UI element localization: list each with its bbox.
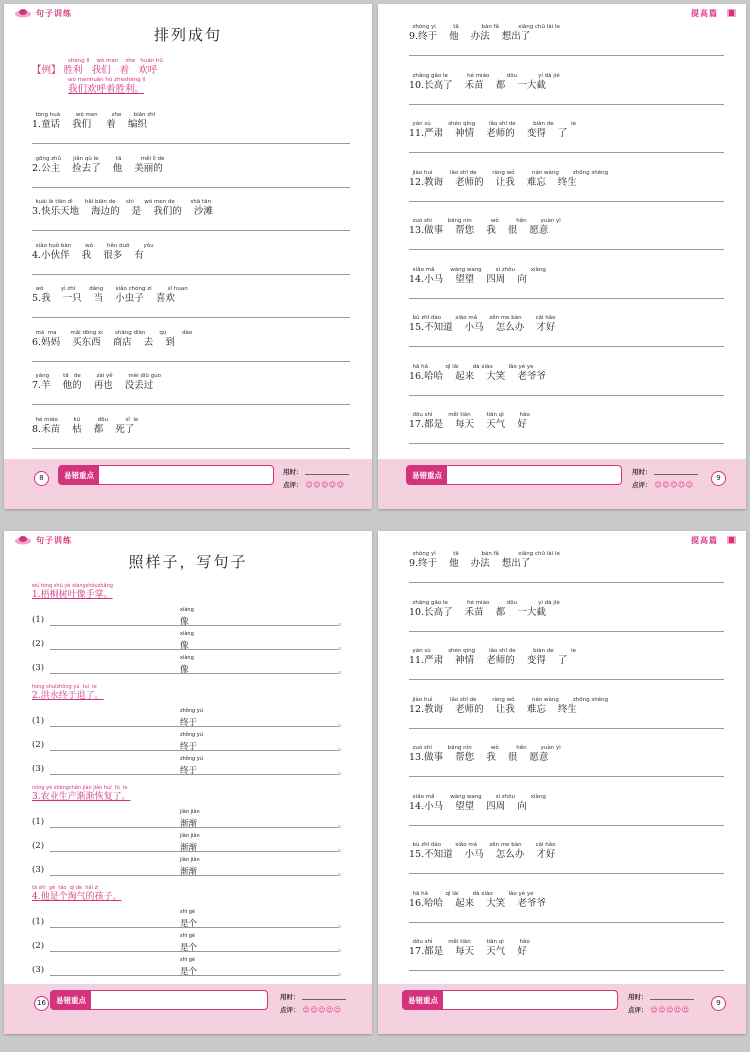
item-pinyin: bù zhī dào xiǎo mǎ zěn me bàn cái hǎo (409, 315, 556, 321)
answer-line-after[interactable] (204, 625, 338, 626)
item-words: 10.长高了 禾苗 都 一大截 (409, 79, 546, 91)
answer-line[interactable] (409, 201, 724, 202)
answer-line[interactable] (32, 317, 350, 318)
blank-number: (2) (32, 941, 45, 951)
item-pinyin: yán sù shén qíng lǎo shī de biàn de le (409, 648, 577, 654)
worksheet-page-9-repeat (378, 531, 746, 1034)
item-words: 14.小马 望望 四周 向 (409, 273, 527, 285)
sentence-item (32, 330, 350, 366)
item-words: 17.都是 每天 天气 好 (409, 946, 527, 957)
item-pinyin: zhǒng yì tā bàn fǎ xiǎng chū lái le (409, 551, 560, 557)
blank-sentence-row (32, 756, 344, 778)
page-title: 照样子，写句子 (128, 553, 248, 571)
answer-line[interactable] (409, 152, 724, 153)
key-points-label: 易错重点 (403, 991, 443, 1009)
page-number: 9 (711, 471, 726, 486)
page-footer (4, 459, 372, 509)
item-words: 6.妈妈 买东西 商店 去 到 (32, 336, 175, 348)
blank-number: (3) (32, 663, 45, 673)
blank-sentence-row (32, 909, 344, 931)
item-words: 11.严肃 神情 老师的 变得 了 (409, 128, 568, 139)
item-pinyin: hé miáo kū dōu sǐ le (32, 416, 139, 423)
full-stop: 。 (338, 666, 346, 675)
answer-line[interactable] (409, 631, 724, 632)
item-pinyin: zuò shì bāng nín wǒ hěn yuàn yì (409, 218, 561, 224)
question-text: 4.他是个淘气的孩子。 (32, 892, 122, 902)
answer-line[interactable] (409, 873, 724, 874)
full-stop: 。 (338, 618, 346, 627)
keyword: 像 (180, 617, 189, 627)
time-label: 用时： (628, 993, 648, 1001)
blank-number: (2) (32, 841, 45, 851)
answer-line[interactable] (409, 395, 724, 396)
item-pinyin: xiǎo mǎ wàng wang sì zhōu xiàng (409, 266, 546, 273)
series-label: 句子训练 (36, 8, 72, 18)
keyword-pinyin: shì gè (180, 933, 196, 939)
item-pinyin: yán sù shén qíng lǎo shī de biàn de le (409, 121, 577, 127)
question-title (32, 785, 131, 803)
keyword: 渐渐 (180, 867, 198, 877)
sentence-item (409, 648, 724, 684)
example-answer-pinyin: wǒ menhuān hū zheshèng lì (68, 77, 146, 83)
example-words: 胜利 我们 着 欢呼 (63, 65, 158, 76)
full-stop: 。 (338, 743, 346, 752)
key-points-box[interactable] (406, 465, 622, 485)
answer-line-after[interactable] (204, 774, 338, 775)
book-stack-icon (722, 535, 740, 545)
question-pinyin: hóng shuǐzhōng yú tuì le (32, 684, 97, 690)
answer-line[interactable] (32, 404, 350, 405)
item-words: 15.不知道 小马 怎么办 才好 (409, 849, 556, 860)
item-pinyin: xiǎo mǎ wàng wang sì zhōu xiàng (409, 793, 546, 800)
page-title: 排列成句 (153, 26, 222, 44)
answer-line[interactable] (32, 448, 350, 449)
book-stack-icon (722, 8, 740, 18)
item-words: 7.羊 他的 再也 没丢过 (32, 380, 154, 391)
full-stop: 。 (338, 820, 346, 829)
answer-line[interactable] (32, 143, 350, 144)
answer-line[interactable] (32, 274, 350, 275)
question-pinyin: wú tóng shù yè xiàngshǒuzhǎng (32, 583, 113, 589)
item-words: 11.严肃 神情 老师的 变得 了 (409, 655, 568, 666)
full-stop: 。 (338, 642, 346, 651)
answer-line-after[interactable] (204, 726, 338, 727)
key-points-box[interactable] (50, 990, 268, 1010)
smiley-rating-icons[interactable]: ☺☺☺☺☺ (650, 1005, 690, 1014)
answer-line[interactable] (409, 582, 724, 583)
keyword: 像 (180, 641, 189, 651)
key-points-box[interactable] (402, 990, 618, 1010)
example-block (32, 58, 163, 96)
item-words: 3.快乐天地 海边的 是 我们的 沙滩 (32, 206, 213, 217)
question-pinyin: tā shì gè táo qì de hái zi (32, 885, 99, 891)
sentence-item (409, 600, 724, 636)
key-points-label: 易错重点 (51, 991, 91, 1009)
key-points-label: 易错重点 (59, 466, 99, 484)
item-pinyin: hā hā qǐ lái dà xiào lǎo yé ye (409, 890, 534, 897)
blank-number: (1) (32, 917, 45, 927)
keyword: 终于 (180, 718, 198, 728)
sentence-item (409, 73, 724, 109)
review-label: 点评： (628, 1006, 648, 1014)
keyword-pinyin: xiàng (180, 631, 194, 637)
answer-line-after[interactable] (204, 827, 338, 828)
answer-line[interactable] (409, 825, 724, 826)
item-words: 9.终于 他 办法 想出了 (409, 31, 531, 42)
sentence-item (409, 697, 724, 733)
item-pinyin: xiǎo huǒ bàn wǒ hěn duō yǒu (32, 242, 154, 249)
blank-sentence-row (32, 607, 344, 629)
time-field[interactable] (305, 468, 349, 475)
full-stop: 。 (338, 719, 346, 728)
item-pinyin: gōng zhǔ jiǎn qù le tā měi lì de (32, 155, 165, 162)
answer-line[interactable] (409, 104, 724, 105)
full-stop: 。 (338, 868, 346, 877)
answer-line[interactable] (409, 298, 724, 299)
blank-number: (1) (32, 716, 45, 726)
answer-line-after[interactable] (204, 750, 338, 751)
sentence-item (409, 842, 724, 878)
answer-line[interactable] (32, 230, 350, 231)
time-review-block (632, 465, 698, 491)
item-words: 16.哈哈 起来 大笑 老爷爷 (409, 370, 546, 382)
keyword: 终于 (180, 766, 198, 776)
item-pinyin: kuài lè tiān dì hǎi biān de shì wǒ men de shā tān (32, 199, 212, 205)
worksheet-page-9 (378, 4, 746, 509)
question-title (32, 583, 113, 601)
question-text: 2.洪水终于退了。 (32, 691, 104, 701)
smiley-rating-icons[interactable]: ☺☺☺☺☺ (302, 1005, 342, 1014)
sentence-item (32, 112, 350, 148)
answer-line-after[interactable] (204, 673, 338, 674)
item-words: 15.不知道 小马 怎么办 才好 (409, 322, 556, 333)
answer-line-after[interactable] (204, 951, 338, 952)
book-decoration-icon (14, 8, 32, 18)
time-label: 用时： (280, 993, 300, 1001)
blank-number: (3) (32, 764, 45, 774)
blank-sentence-row (32, 655, 344, 677)
answer-line[interactable] (409, 679, 724, 680)
answer-line[interactable] (409, 55, 724, 56)
sentence-item (409, 794, 724, 830)
answer-line[interactable] (32, 361, 350, 362)
sentence-item (409, 121, 724, 157)
keyword: 渐渐 (180, 843, 198, 853)
sentence-item (32, 373, 350, 409)
item-pinyin: zhǎng gāo le hé miáo dōu yí dà jié (409, 599, 560, 606)
example-words-row (32, 65, 163, 77)
page-number: 8 (34, 471, 49, 486)
blank-sentence-row (32, 708, 344, 730)
time-review-block (283, 465, 349, 491)
blank-number: (1) (32, 817, 45, 827)
sentence-item (32, 156, 350, 192)
keyword-pinyin: xiàng (180, 607, 194, 613)
blank-number: (2) (32, 639, 45, 649)
key-points-box[interactable] (58, 465, 274, 485)
sentence-item (409, 24, 724, 60)
worksheet-page-16 (4, 531, 372, 1034)
answer-line[interactable] (409, 443, 724, 444)
smiley-rating-icons[interactable]: ☺☺☺☺☺ (654, 480, 694, 489)
keyword: 是个 (180, 967, 198, 977)
question-title (32, 684, 104, 702)
page-footer (4, 984, 372, 1034)
book-decoration-icon (14, 535, 32, 545)
item-words: 8.禾苗 枯 都 死了 (32, 423, 135, 435)
sentence-item (409, 745, 724, 781)
item-pinyin: jiào huì lǎo shī de ràng wǒ nán wàng zhōng shēng (409, 696, 609, 703)
keyword-pinyin: zhōng yú (180, 732, 203, 738)
keyword: 渐渐 (180, 819, 198, 829)
full-stop: 。 (338, 968, 346, 977)
keyword: 终于 (180, 742, 198, 752)
answer-line-after[interactable] (204, 975, 338, 976)
key-points-label: 易错重点 (407, 466, 447, 484)
series-label: 提高篇 (691, 8, 718, 18)
blank-sentence-row (32, 857, 344, 879)
keyword-pinyin: zhōng yú (180, 708, 203, 714)
question-text: 3.农业生产渐渐恢复了。 (32, 792, 131, 802)
item-pinyin: zhǎng gāo le hé miáo dōu yí dà jié (409, 72, 560, 79)
keyword-pinyin: shì gè (180, 909, 196, 915)
item-pinyin: dōu shì měi tiān tiān qì hǎo (409, 939, 530, 945)
keyword-pinyin: xiàng (180, 655, 194, 661)
answer-line-after[interactable] (204, 851, 338, 852)
item-words: 1.童话 我们 着 编织 (32, 119, 147, 130)
example-pinyin: shèng lì wǒ men zhe huān hū (68, 58, 163, 64)
item-pinyin: bù zhī dào xiǎo mǎ zěn me bàn cái hǎo (409, 842, 556, 848)
item-words: 13.做事 帮您 我 很 愿意 (409, 225, 549, 236)
item-pinyin: jiào huì lǎo shī de ràng wǒ nán wàng zhōng shēng (409, 169, 609, 176)
time-label: 用时： (632, 468, 652, 476)
review-label: 点评： (632, 481, 652, 489)
example-label: 【例】 (32, 65, 61, 76)
blank-sentence-row (32, 957, 344, 979)
item-words: 17.都是 每天 天气 好 (409, 419, 527, 430)
review-label: 点评： (283, 481, 303, 489)
sentence-item (409, 170, 724, 206)
keyword: 像 (180, 665, 189, 675)
blank-sentence-row (32, 631, 344, 653)
time-review-block (628, 990, 694, 1016)
answer-line[interactable] (32, 187, 350, 188)
blank-number: (2) (32, 740, 45, 750)
keyword-pinyin: shì gè (180, 957, 196, 963)
question-title (32, 885, 122, 903)
item-words: 10.长高了 禾苗 都 一大截 (409, 606, 546, 618)
item-pinyin: dōu shì měi tiān tiān qì hǎo (409, 412, 530, 418)
keyword-pinyin: jiàn jiàn (180, 857, 200, 863)
item-pinyin: zhǒng yì tā bàn fǎ xiǎng chū lái le (409, 24, 560, 30)
item-words: 5.我 一只 当 小虫子 喜欢 (32, 293, 175, 304)
blank-number: (1) (32, 615, 45, 625)
keyword: 是个 (180, 919, 198, 929)
full-stop: 。 (338, 944, 346, 953)
sentence-item (409, 218, 724, 254)
answer-line[interactable] (409, 728, 724, 729)
answer-line[interactable] (409, 346, 724, 347)
item-words: 12.教诲 老师的 让我 难忘 终生 (409, 703, 577, 715)
item-pinyin: zuò shì bāng nín wǒ hěn yuàn yì (409, 745, 561, 751)
answer-line[interactable] (409, 249, 724, 250)
full-stop: 。 (338, 767, 346, 776)
sentence-item (32, 286, 350, 322)
answer-line[interactable] (409, 922, 724, 923)
page-number: 9 (711, 996, 726, 1011)
page-footer (378, 984, 746, 1034)
blank-sentence-row (32, 833, 344, 855)
keyword-pinyin: zhōng yú (180, 756, 203, 762)
keyword: 是个 (180, 943, 198, 953)
question-text: 1.梧桐树叶像手掌。 (32, 590, 113, 600)
blank-sentence-row (32, 732, 344, 754)
item-pinyin: wǒ yì zhī dǎng xiǎo chóng zi xǐ huan (32, 286, 188, 292)
time-review-block (280, 990, 346, 1016)
sentence-item (32, 243, 350, 279)
time-label: 用时： (283, 468, 303, 476)
question-pinyin: nóng yè shēngchǎn jiàn jiàn huī fù le (32, 785, 128, 791)
item-words: 9.终于 他 办法 想出了 (409, 558, 531, 569)
time-field[interactable] (654, 468, 698, 475)
keyword-pinyin: jiàn jiàn (180, 833, 200, 839)
answer-line-after[interactable] (204, 649, 338, 650)
blank-sentence-row (32, 933, 344, 955)
answer-line[interactable] (409, 970, 724, 971)
item-words: 16.哈哈 起来 大笑 老爷爷 (409, 897, 546, 909)
time-field[interactable] (302, 993, 346, 1000)
page-footer (378, 459, 746, 509)
sentence-item (409, 364, 724, 400)
review-label: 点评： (280, 1006, 300, 1014)
series-label: 提高篇 (691, 535, 718, 545)
worksheet-page-8 (4, 4, 372, 509)
item-words: 4.小伙伴 我 很多 有 (32, 249, 144, 261)
item-pinyin: yáng tā de zài yě méi diū guo (32, 373, 161, 379)
sentence-item (409, 267, 724, 303)
blank-number: (3) (32, 865, 45, 875)
sentence-item (409, 551, 724, 587)
keyword-pinyin: jiàn jiàn (180, 809, 200, 815)
sentence-item (409, 939, 724, 975)
blank-sentence-row (32, 809, 344, 831)
sentence-item (409, 315, 724, 351)
item-words: 12.教诲 老师的 让我 难忘 终生 (409, 176, 577, 188)
smiley-rating-icons[interactable]: ☺☺☺☺☺ (305, 480, 345, 489)
item-words: 14.小马 望望 四周 向 (409, 800, 527, 812)
sentence-item (32, 417, 350, 453)
item-words: 13.做事 帮您 我 很 愿意 (409, 752, 549, 763)
item-pinyin: tóng huà wǒ men zhe biān zhī (32, 112, 156, 118)
series-label: 句子训练 (36, 535, 72, 545)
sentence-item (409, 412, 724, 448)
page-number: 16 (34, 996, 49, 1011)
answer-line-after[interactable] (204, 927, 338, 928)
example-answer: 我们欢呼着胜利。 (68, 84, 145, 95)
sentence-item (409, 891, 724, 927)
item-pinyin: hā hā qǐ lái dà xiào lǎo yé ye (409, 363, 534, 370)
blank-number: (3) (32, 965, 45, 975)
sentence-item (32, 199, 350, 235)
full-stop: 。 (338, 920, 346, 929)
answer-line[interactable] (409, 776, 724, 777)
answer-line-after[interactable] (204, 875, 338, 876)
full-stop: 。 (338, 844, 346, 853)
time-field[interactable] (650, 993, 694, 1000)
item-pinyin: mā ma mǎi dōng xi shāng diàn qù dào (32, 329, 193, 336)
item-words: 2.公主 捡去了 他 美丽的 (32, 162, 163, 174)
